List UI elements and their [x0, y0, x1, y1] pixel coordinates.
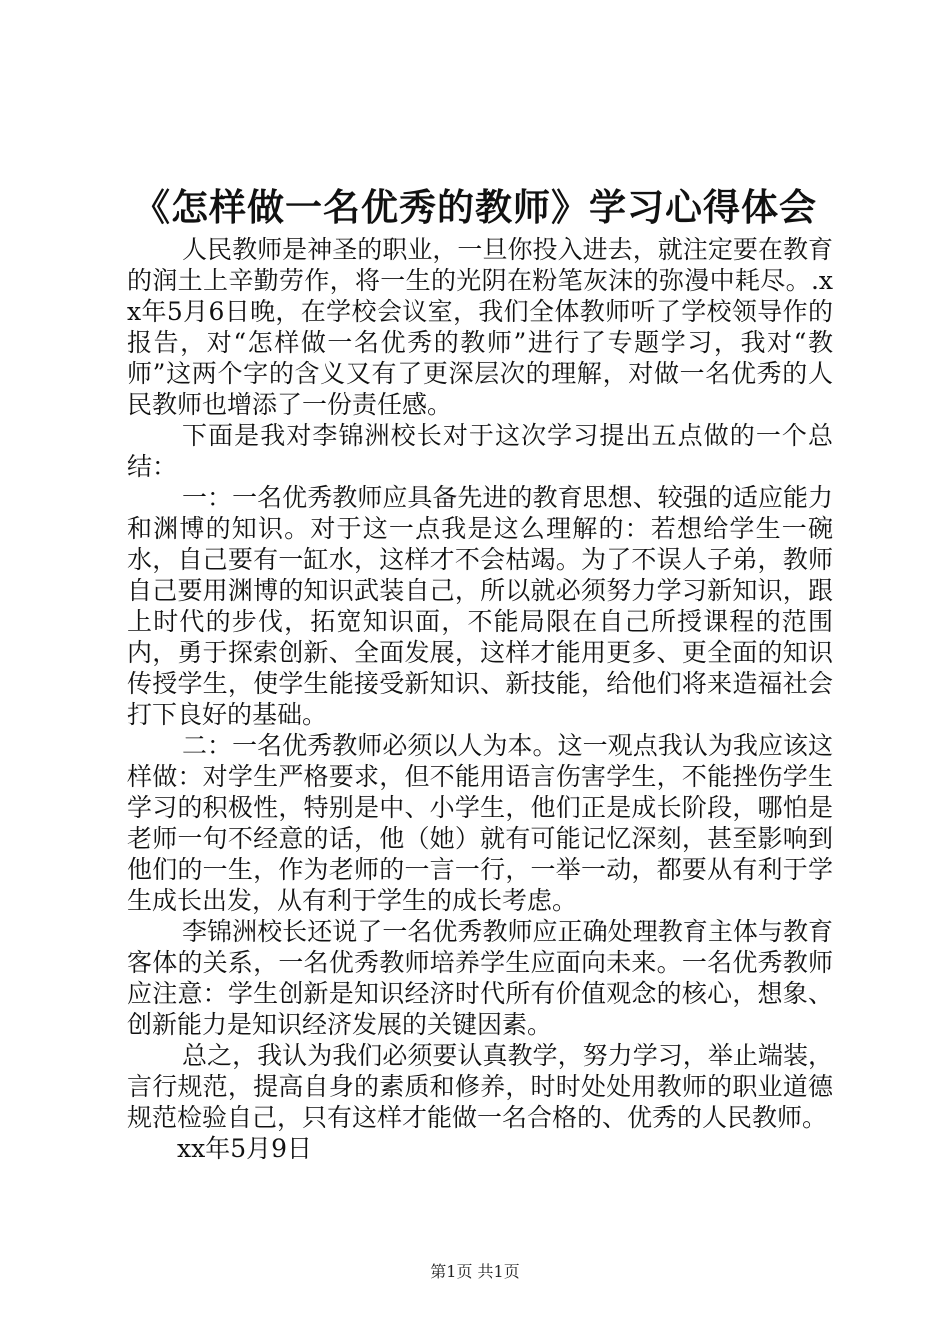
paragraph-point-one: 一：一名优秀教师应具备先进的教育思想、较强的适应能力和渊博的知识。对于这一点我是这么理解的：若想给学生一碗水，自己要有一缸水，这样才不会枯竭。为了不误人子弟，教师自己要用渊博的知识武装自己，所以就必须努力学习新知识，跟上时代的步伐，拓宽知识面，不能局限在自己所授课程的范围内，勇于探索创新、全面发展，这样才能用更多、更全面的知识传授学生，使学生能接受新知识、新技能，给他们将来造福社会打下良好的基础。 — [127, 483, 833, 729]
page-footer: 第1页 共1页 — [430, 1262, 520, 1281]
paragraph-point-two: 二：一名优秀教师必须以人为本。这一观点我认为我应该这样做：对学生严格要求，但不能用语言伤害学生，不能挫伤学生学习的积极性，特别是中、小学生，他们正是成长阶段，哪怕是老师一句不经意的话，他（她）就有可能记忆深刻，甚至影响到他们的一生，作为老师的一言一行，一举一动，都要从有利于学生成长出发，从有利于学生的成长考虑。 — [127, 731, 833, 915]
document-body — [127, 234, 833, 1164]
document-date: xx年5月9日 — [177, 1134, 313, 1163]
document-title: 《怎样做一名优秀的教师》学习心得体会 — [133, 186, 817, 229]
paragraph-intro: 人民教师是神圣的职业，一旦你投入进去，就注定要在教育的润土上辛勤劳作，将一生的光阴在粉笔灰沫的弥漫中耗尽。.xx年5月6日晚，在学校会议室，我们全体教师听了学校领导作的报告，对“怎样做一名优秀的教师”进行了专题学习，我对“教师”这两个字的含义又有了更深层次的理解，对做一名优秀的人民教师也增添了一份责任感。 — [127, 235, 833, 419]
paragraph-conclusion: 总之，我认为我们必须要认真教学，努力学习，举止端装，言行规范，提高自身的素质和修养，时时处处用教师的职业道德规范检验自己，只有这样才能做一名合格的、优秀的人民教师。 — [127, 1041, 833, 1132]
paragraph-summary-lead: 下面是我对李锦洲校长对于这次学习提出五点做的一个总结： — [127, 421, 833, 481]
paragraph-principal-remarks: 李锦洲校长还说了一名优秀教师应正确处理教育主体与教育客体的关系，一名优秀教师培养学生应面向未来。一名优秀教师应注意：学生创新是知识经济时代所有价值观念的核心，想象、创新能力是知识经济发展的关键因素。 — [127, 917, 833, 1039]
